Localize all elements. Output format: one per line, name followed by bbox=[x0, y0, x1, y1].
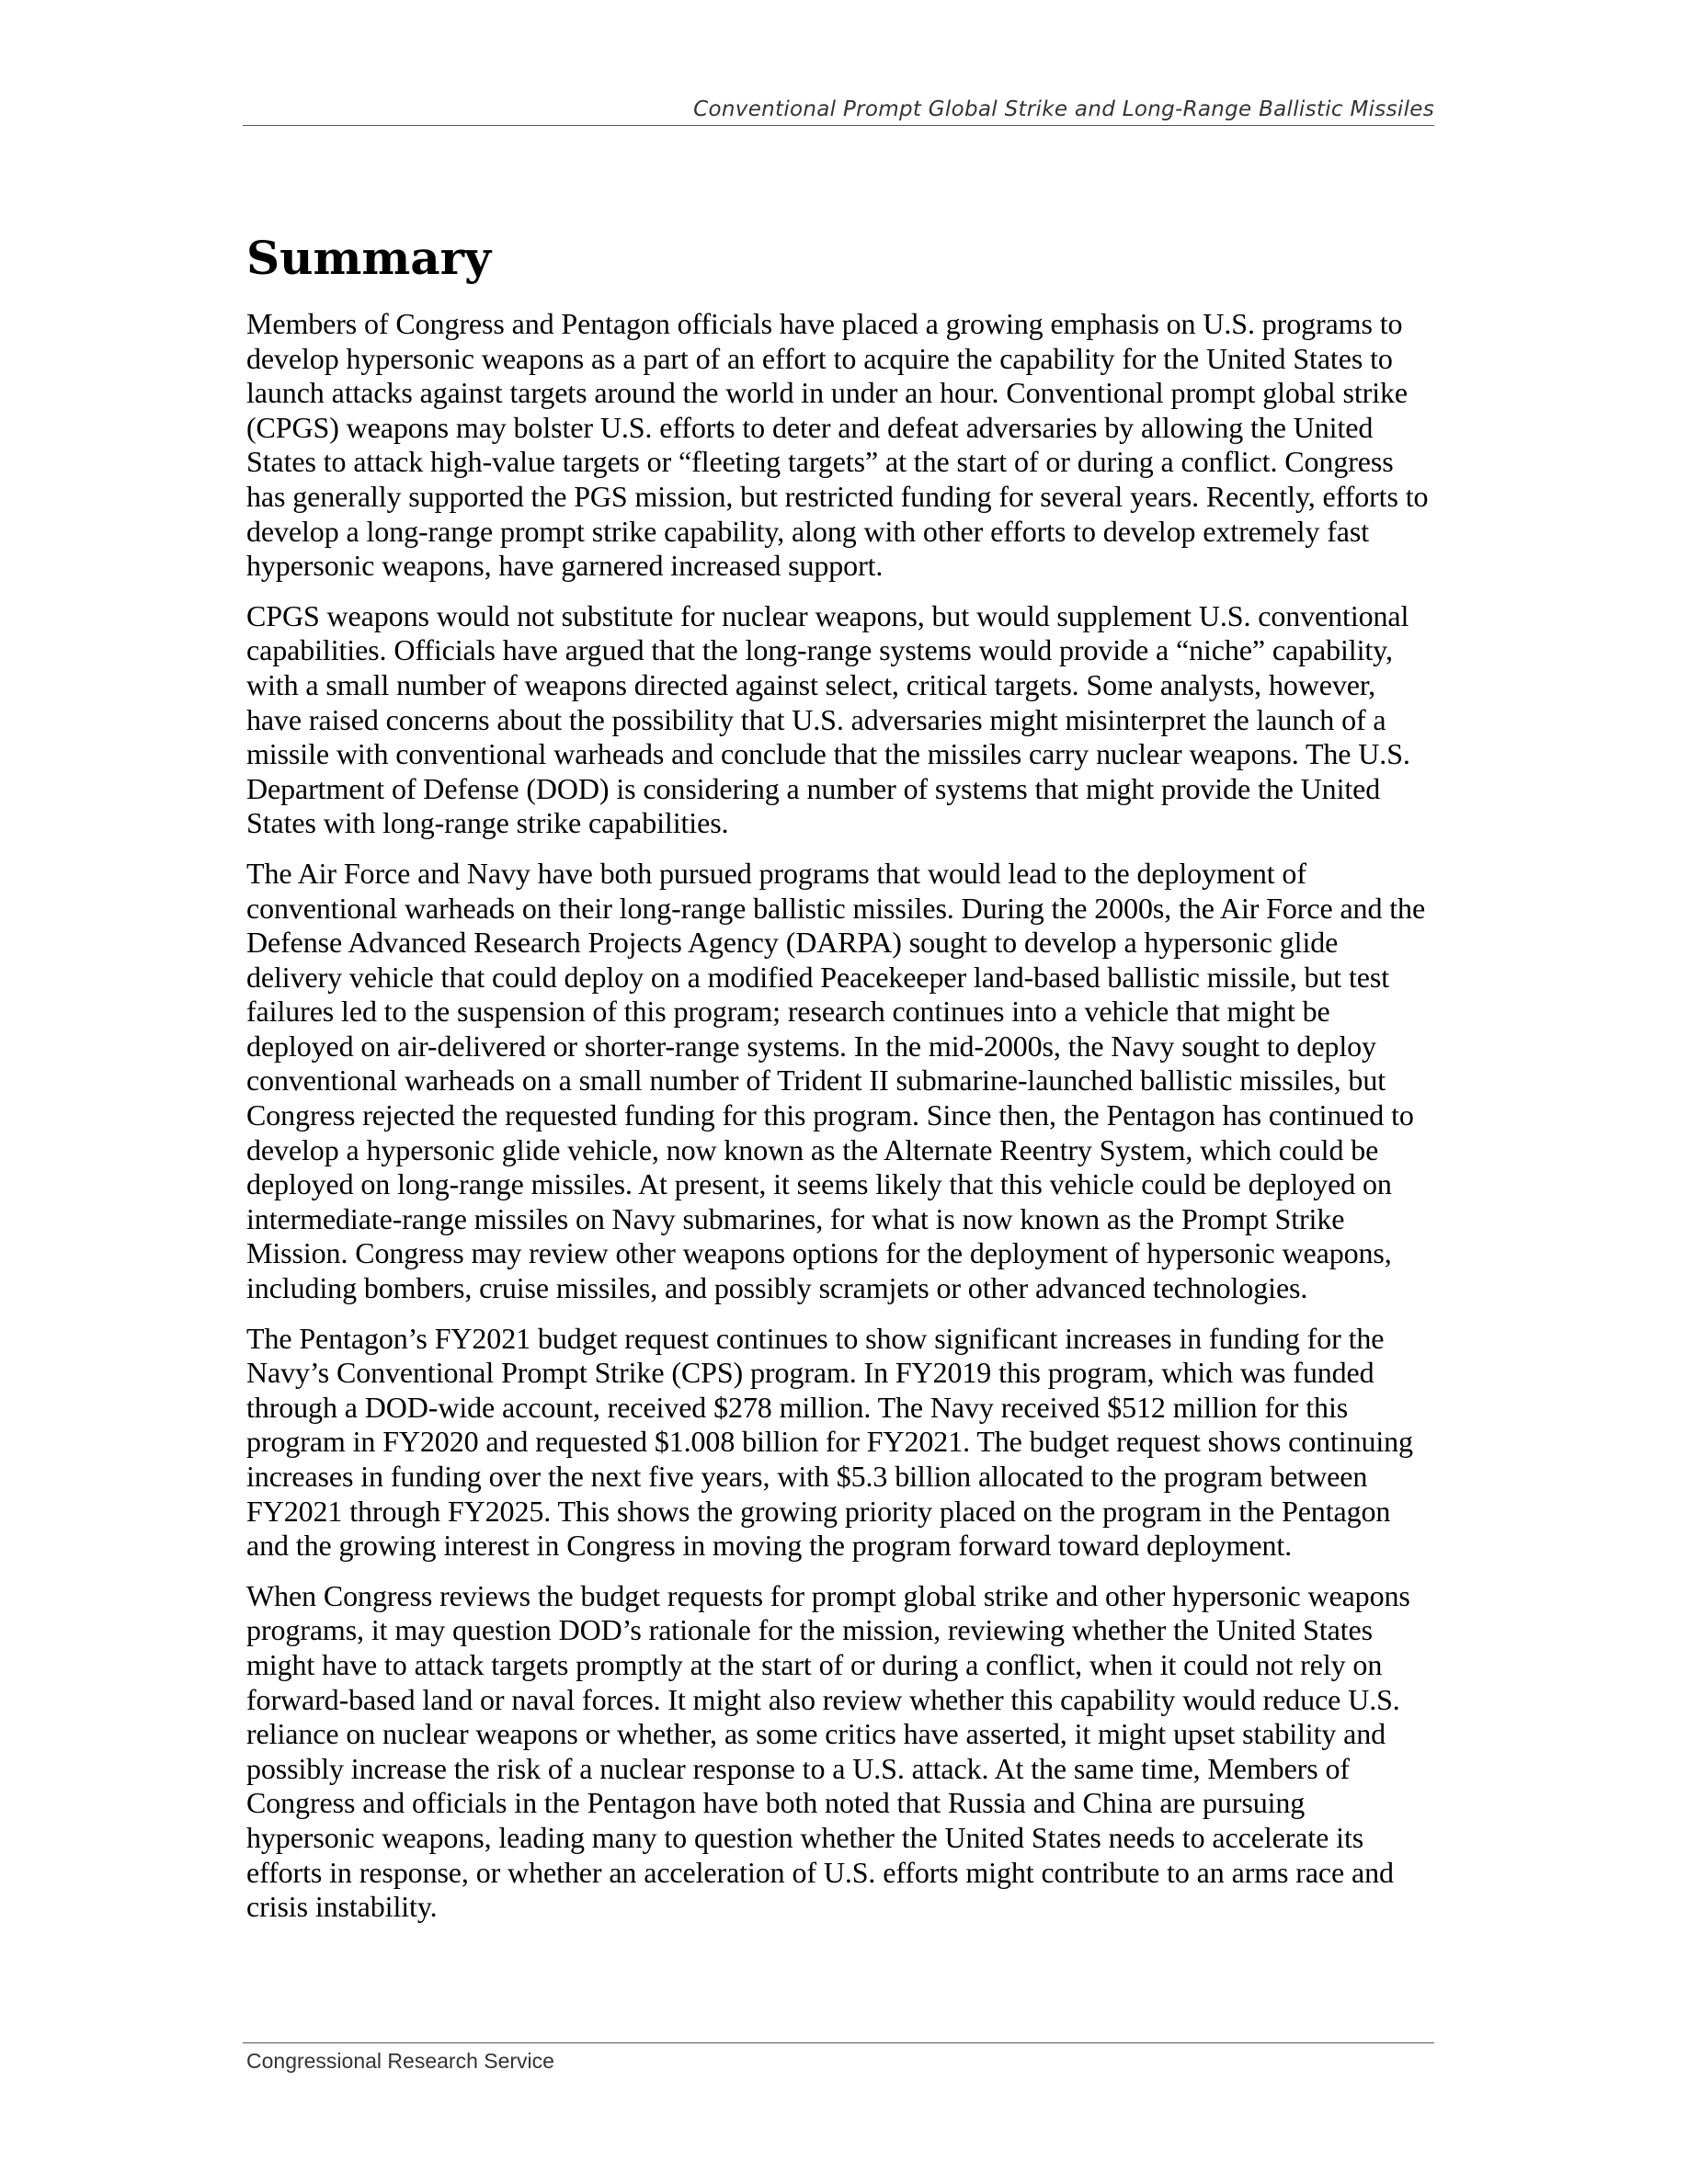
footer-source: Congressional Research Service bbox=[246, 2049, 554, 2073]
header-divider bbox=[243, 125, 1434, 126]
section-title: Summary bbox=[246, 231, 492, 285]
footer-divider bbox=[243, 2042, 1434, 2043]
paragraph-4: The Pentagon’s FY2021 budget request continues to show significant increases in funding for the Navy’s Conventional Prompt Strike (CPS) program. In FY2019 this program, which was funded through a DOD-wide account, received $278 million. The Navy received $512 million for this program in FY2020 and requested $1.008 billion for FY2021. The budget request shows continuing increases in funding over the next five years, with $5.3 billion allocated to the program between FY2021 through FY2025. This shows the growing priority placed on the program in the Pentagon and the growing interest in Congress in moving the program forward toward deployment. bbox=[246, 1321, 1413, 1563]
paragraph-1: Members of Congress and Pentagon officials have placed a growing emphasis on U.S. programs to develop hypersonic weapons as a part of an effort to acquire the capability for the United States to launch attacks against targets around the world in under an hour. Conventional prompt global strike (CPGS) weapons may bolster U.S. efforts to deter and defeat adversaries by allowing the United States to attack high-value targets or “fleeting targets” at the start of or during a conflict. Congress has generally supported the PGS mission, but restricted funding for several years. Recently, efforts to develop a long-range prompt strike capability, along with other efforts to develop extremely fast hypersonic weapons, have garnered increased support. bbox=[246, 307, 1429, 583]
paragraph-2: CPGS weapons would not substitute for nuclear weapons, but would supplement U.S. conventional capabilities. Officials have argued that the long-range systems would provide a “niche” capability, with a small number of weapons directed against select, critical targets. Some analysts, however, have raised concerns about the possibility that U.S. adversaries might misinterpret the launch of a missile with conventional warheads and conclude that the missiles carry nuclear weapons. The U.S. Department of Defense (DOD) is considering a number of systems that might provide the United States with long-range strike capabilities. bbox=[246, 598, 1410, 840]
running-header: Conventional Prompt Global Strike and Long-Range Ballistic Missiles bbox=[693, 97, 1434, 121]
paragraph-5: When Congress reviews the budget requests for prompt global strike and other hypersonic weapons programs, it may question DOD’s rationale for the mission, reviewing whether the United States might have to attack targets promptly at the start of or during a conflict, when it could not rely on forward-based land or naval forces. It might also review whether this capability would reduce U.S. reliance on nuclear weapons or whether, as some critics have asserted, it might upset stability and possibly increase the risk of a nuclear response to a U.S. attack. At the same time, Members of Congress and officials in the Pentagon have both noted that Russia and China are pursuing hypersonic weapons, leading many to question whether the United States needs to accelerate its efforts in response, or whether an acceleration of U.S. efforts might contribute to an arms race and crisis instability. bbox=[246, 1578, 1410, 1924]
paragraph-3: The Air Force and Navy have both pursued programs that would lead to the deployment of conventional warheads on their long-range ballistic missiles. During the 2000s, the Air Force and the Defense Advanced Research Projects Agency (DARPA) sought to develop a hypersonic glide delivery vehicle that could deploy on a modified Peacekeeper land-based ballistic missile, but test failures led to the suspension of this program; research continues into a vehicle that might be deployed on air-delivered or shorter-range systems. In the mid-2000s, the Navy sought to deploy conventional warheads on a small number of Trident II submarine-launched ballistic missiles, but Congress rejected the requested funding for this program. Since then, the Pentagon has continued to develop a hypersonic glide vehicle, now known as the Alternate Reentry System, which could be deployed on long-range missiles. At present, it seems likely that this vehicle could be deployed on intermediate-range missiles on Navy submarines, for what is now known as the Prompt Strike Mission. Congress may review other weapons options for the deployment of hypersonic weapons, including bombers, cruise missiles, and possibly scramjets or other advanced technologies. bbox=[246, 856, 1426, 1305]
summary-section bbox=[246, 228, 1434, 1940]
